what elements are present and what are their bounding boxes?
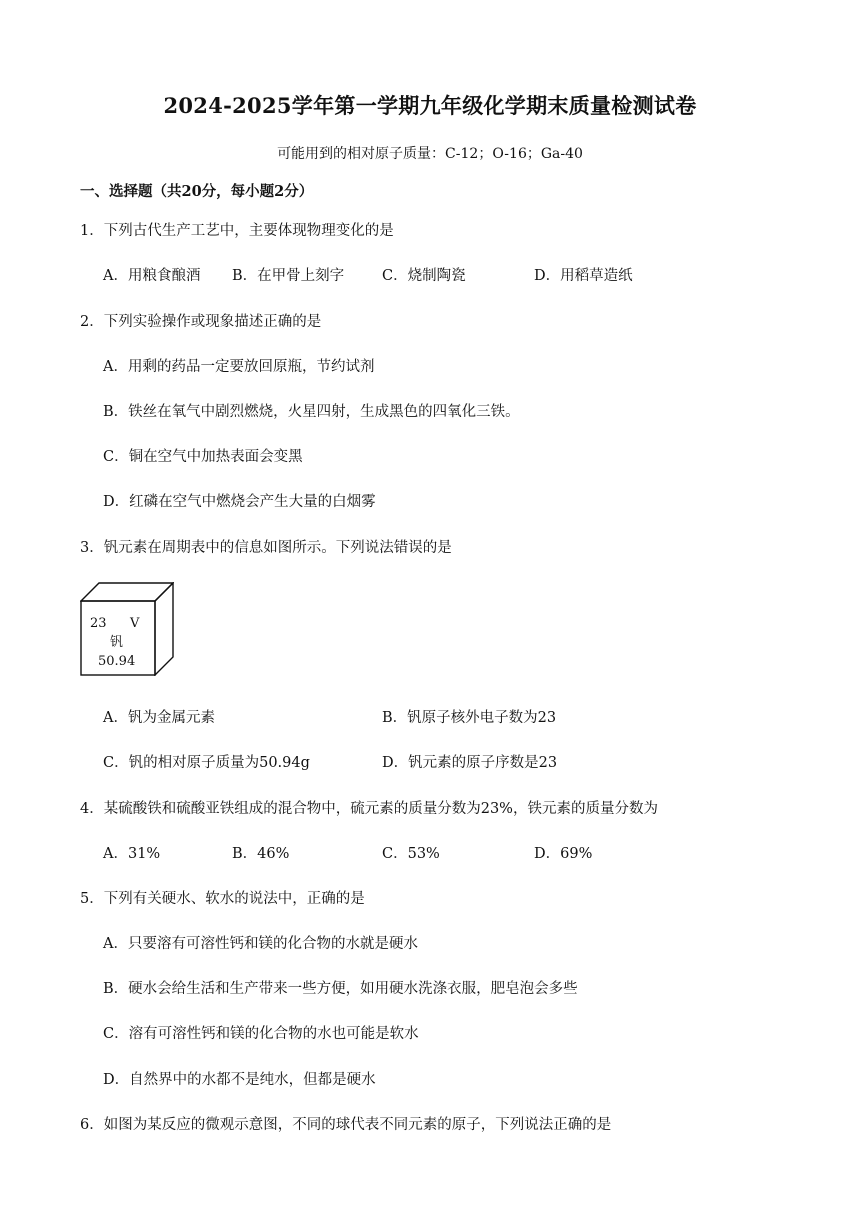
question-2-stem: 2．下列实验操作或现象描述正确的是 [80, 314, 322, 330]
question-2-option-d[interactable]: D．红磷在空气中燃烧会产生大量的白烟雾 [103, 494, 376, 510]
question-5-option-a[interactable]: A．只要溶有可溶性钙和镁的化合物的水就是硬水 [103, 936, 418, 952]
question-6-stem: 6．如图为某反应的微观示意图，不同的球代表不同元素的原子，下列说法正确的是 [80, 1117, 612, 1133]
section-heading: 一、选择题（共20分，每小题2分） [80, 183, 314, 200]
question-1-option-b[interactable]: B．在甲骨上刻字 [232, 268, 345, 284]
question-3-option-d[interactable]: D．钒元素的原子序数是23 [382, 755, 558, 771]
element-symbol: V [130, 616, 140, 631]
question-4-option-a[interactable]: A．31% [103, 846, 161, 862]
question-3-option-a[interactable]: A．钒为金属元素 [103, 710, 215, 726]
question-4-option-d[interactable]: D．69% [534, 846, 593, 862]
question-1-stem: 1．下列古代生产工艺中，主要体现物理变化的是 [80, 223, 394, 239]
question-3-option-b[interactable]: B．钒原子核外电子数为23 [382, 710, 557, 726]
question-5-stem: 5．下列有关硬水、软水的说法中，正确的是 [80, 891, 365, 907]
question-1-option-a[interactable]: A．用粮食酿酒 [103, 268, 201, 284]
question-3-stem: 3．钒元素在周期表中的信息如图所示。下列说法错误的是 [80, 540, 452, 556]
question-2-option-a[interactable]: A．用剩的药品一定要放回原瓶，节约试剂 [103, 359, 375, 375]
exam-title: 2024-2025学年第一学期九年级化学期末质量检测试卷 [163, 93, 697, 118]
question-5-option-b[interactable]: B．硬水会给生活和生产带来一些方便，如用硬水洗涤衣服，肥皂泡会多些 [103, 981, 578, 997]
element-cell-figure [80, 582, 174, 676]
question-1-option-d[interactable]: D．用稻草造纸 [534, 268, 633, 284]
element-atomic-mass: 50.94 [98, 654, 136, 669]
question-2-option-c[interactable]: C．铜在空气中加热表面会变黑 [103, 449, 303, 465]
question-1-option-c[interactable]: C．烧制陶瓷 [382, 268, 466, 284]
question-5-option-d[interactable]: D．自然界中的水都不是纯水，但都是硬水 [103, 1072, 376, 1088]
question-5-option-c[interactable]: C．溶有可溶性钙和镁的化合物的水也可能是软水 [103, 1026, 419, 1042]
question-4-option-c[interactable]: C．53% [382, 846, 440, 862]
element-name: 钒 [110, 635, 124, 650]
question-2-option-b[interactable]: B．铁丝在氧气中剧烈燃烧，火星四射，生成黑色的四氧化三铁。 [103, 404, 520, 420]
element-atomic-number: 23 [90, 616, 107, 631]
atomic-mass-note: 可能用到的相对原子质量：C-12；O-16；Ga-40 [277, 146, 583, 162]
question-3-option-c[interactable]: C．钒的相对原子质量为50.94g [103, 755, 310, 771]
question-4-option-b[interactable]: B．46% [232, 846, 290, 862]
question-4-stem: 4．某硫酸铁和硫酸亚铁组成的混合物中，硫元素的质量分数为23%，铁元素的质量分数为 [80, 801, 658, 817]
